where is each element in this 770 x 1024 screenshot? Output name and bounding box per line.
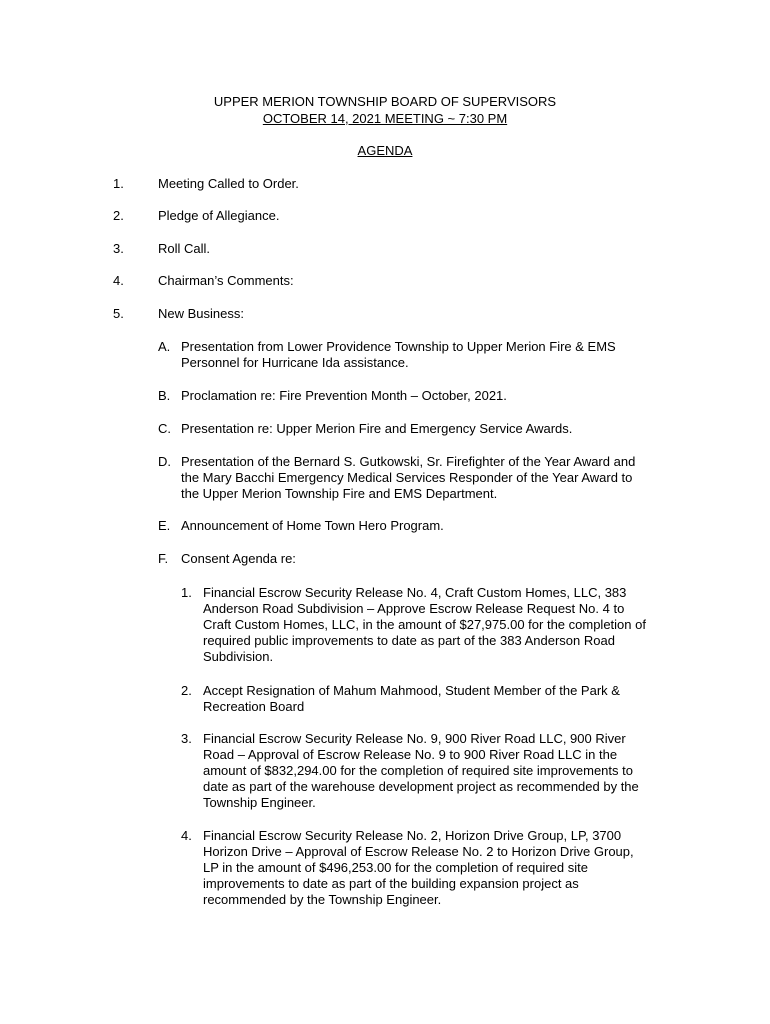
line: Anderson Road Subdivision – Approve Escrow Release Request No. 4 to xyxy=(203,601,625,616)
line: Personnel for Hurricane Ida assistance. xyxy=(181,355,409,370)
line: recommended by the Township Engineer. xyxy=(203,892,442,907)
item-text: Chairman’s Comments: xyxy=(158,273,294,288)
line: Recreation Board xyxy=(203,699,305,714)
meeting-date-line xyxy=(0,111,770,127)
consent-item-4 xyxy=(203,828,683,908)
line: Consent Agenda re: xyxy=(181,551,296,566)
line: date as part of the warehouse development project as recommended by the xyxy=(203,779,639,794)
line: Craft Custom Homes, LLC, in the amount of $27,975.00 for the completion of xyxy=(203,617,646,632)
new-business-letter: D. xyxy=(158,454,171,469)
new-business-letter: F. xyxy=(158,551,169,566)
line: Horizon Drive – Approval of Escrow Release No. 2 to Horizon Drive Group, xyxy=(203,844,634,859)
line: Accept Resignation of Mahum Mahmood, Student Member of the Park & xyxy=(203,683,620,698)
line: Financial Escrow Security Release No. 2, Horizon Drive Group, LP, 3700 xyxy=(203,828,622,843)
new-business-letter: E. xyxy=(158,518,171,533)
item-number: 5. xyxy=(113,306,124,321)
consent-number: 2. xyxy=(181,683,192,698)
line: required public improvements to date as part of the 383 Anderson Road xyxy=(203,633,615,648)
new-business-item-c xyxy=(181,421,681,437)
line: LP in the amount of $496,253.00 for the completion of required site xyxy=(203,860,588,875)
line: amount of $832,294.00 for the completion of required site improvements to xyxy=(203,763,633,778)
line: Financial Escrow Security Release No. 4, Craft Custom Homes, LLC, 383 xyxy=(203,585,627,600)
item-number: 3. xyxy=(113,241,124,256)
new-business-item-b xyxy=(181,388,681,404)
new-business-item-d xyxy=(181,454,681,502)
line: Road – Approval of Escrow Release No. 9 to 900 River Road LLC in the xyxy=(203,747,618,762)
consent-number: 1. xyxy=(181,585,192,600)
consent-item-2 xyxy=(203,683,683,715)
line: Proclamation re: Fire Prevention Month – October, 2021. xyxy=(181,388,507,403)
item-text: Meeting Called to Order. xyxy=(158,176,299,191)
line: Financial Escrow Security Release No. 9, 900 River Road LLC, 900 River xyxy=(203,731,626,746)
agenda-heading: AGENDA xyxy=(357,143,413,158)
consent-number: 3. xyxy=(181,731,192,746)
item-text: New Business: xyxy=(158,306,244,321)
consent-item-1 xyxy=(203,585,683,665)
item-number: 4. xyxy=(113,273,124,288)
line: the Upper Merion Township Fire and EMS Department. xyxy=(181,486,498,501)
item-text: Pledge of Allegiance. xyxy=(158,208,280,223)
new-business-item-a xyxy=(181,339,681,371)
consent-number: 4. xyxy=(181,828,192,843)
new-business-item-e xyxy=(181,518,681,534)
meeting-date: OCTOBER 14, 2021 MEETING ~ 7:30 PM xyxy=(262,111,508,126)
line: Presentation from Lower Providence Township to Upper Merion Fire & EMS xyxy=(181,339,616,354)
line: Subdivision. xyxy=(203,649,274,664)
new-business-item-f xyxy=(181,551,681,567)
agenda-heading-line xyxy=(0,143,770,159)
line: Presentation re: Upper Merion Fire and Emergency Service Awards. xyxy=(181,421,573,436)
item-text: Roll Call. xyxy=(158,241,211,256)
line: the Mary Bacchi Emergency Medical Services Responder of the Year Award to xyxy=(181,470,633,485)
new-business-letter: A. xyxy=(158,339,171,354)
line: Presentation of the Bernard S. Gutkowski, Sr. Firefighter of the Year Award and xyxy=(181,454,636,469)
line: Township Engineer. xyxy=(203,795,316,810)
new-business-letter: C. xyxy=(158,421,171,436)
new-business-letter: B. xyxy=(158,388,171,403)
item-number: 1. xyxy=(113,176,124,191)
document-title: UPPER MERION TOWNSHIP BOARD OF SUPERVISORS xyxy=(213,94,557,109)
item-number: 2. xyxy=(113,208,124,223)
line: Announcement of Home Town Hero Program. xyxy=(181,518,444,533)
consent-item-3 xyxy=(203,731,683,811)
line: improvements to date as part of the building expansion project as xyxy=(203,876,579,891)
